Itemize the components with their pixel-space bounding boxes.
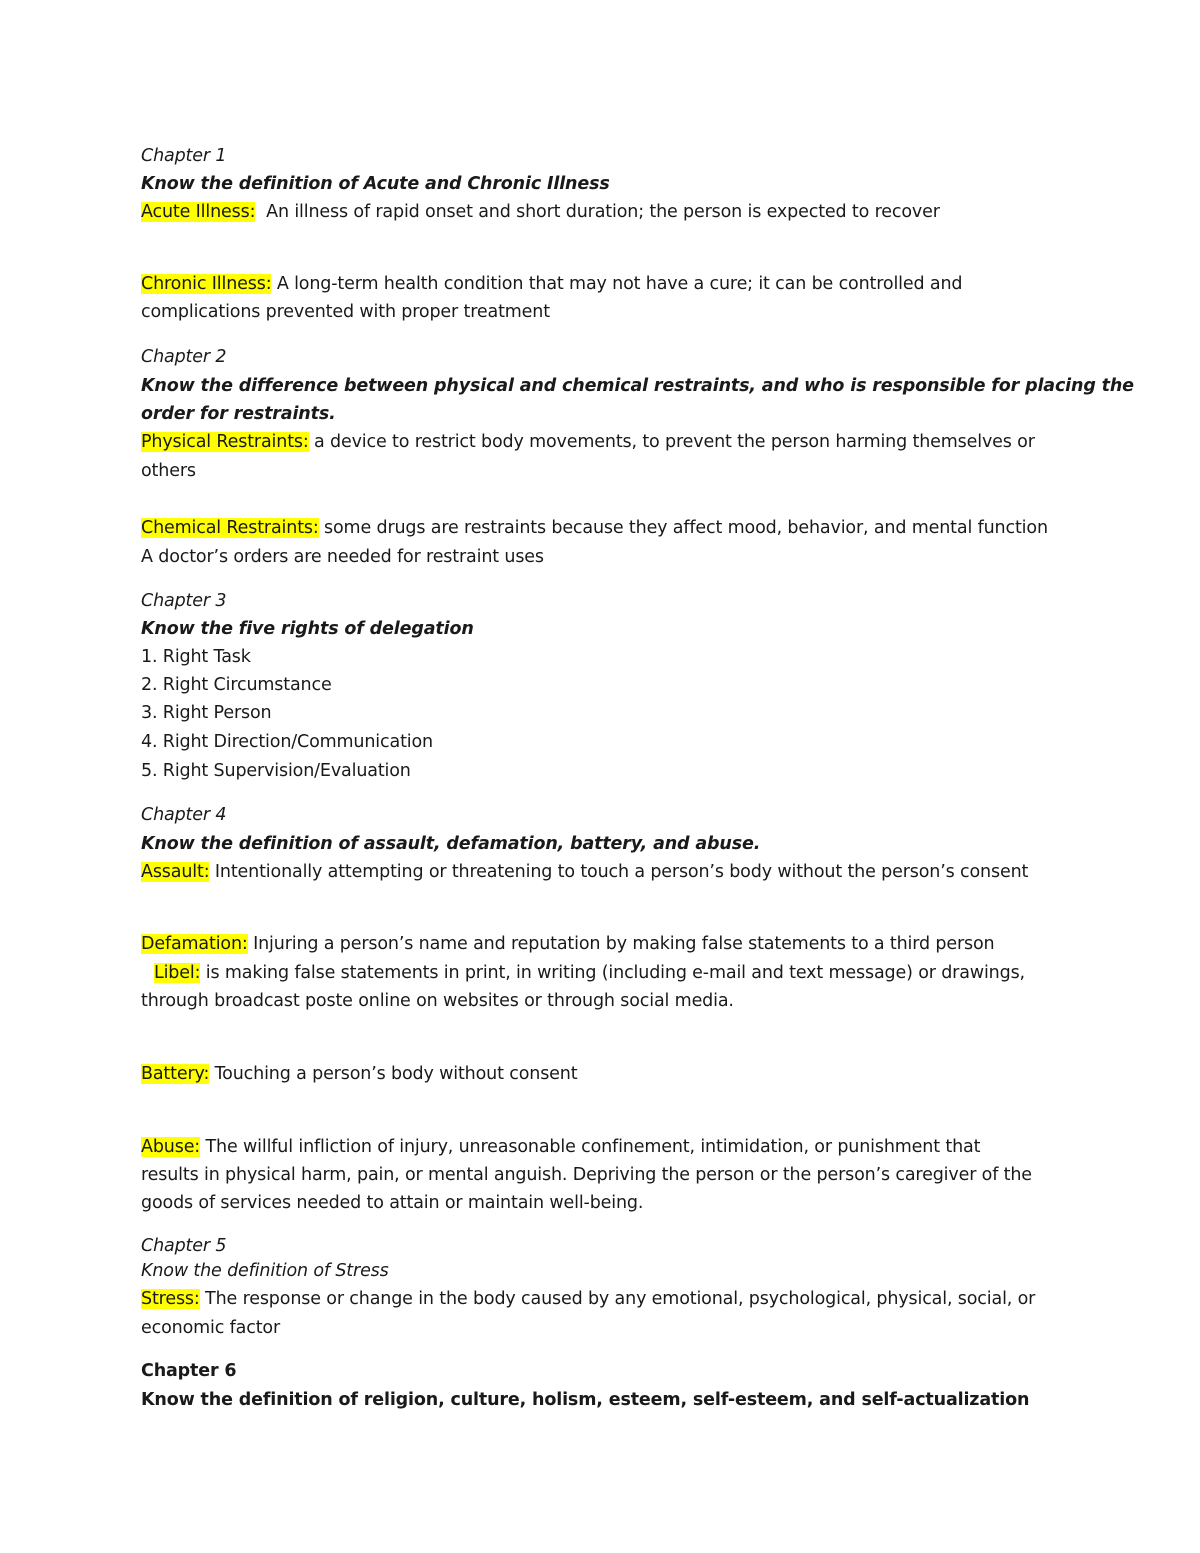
chapter-5-heading: Chapter 5 xyxy=(141,1236,227,1256)
chronic-illness-text-cont: complications prevented with proper treatment xyxy=(141,302,550,322)
chapter-6-heading: Chapter 6 xyxy=(141,1361,237,1381)
libel-text: is making false statements in print, in writing (including e-mail and text message) or drawings, xyxy=(200,963,1025,983)
battery-text: Touching a person’s body without consent xyxy=(209,1064,578,1084)
stress-term: Stress: xyxy=(141,1289,200,1309)
chapter-3-question: Know the five rights of delegation xyxy=(141,619,474,639)
stress-text: The response or change in the body caused by any emotional, psychological, physical, social, or xyxy=(199,1289,1036,1309)
chronic-illness-term: Chronic Illness: xyxy=(141,274,272,294)
stress-text-cont: economic factor xyxy=(141,1318,281,1338)
chapter-1-heading: Chapter 1 xyxy=(141,146,227,166)
chemical-restraints-term: Chemical Restraints: xyxy=(141,518,319,538)
libel-definition xyxy=(154,961,1025,985)
assault-definition xyxy=(141,860,1028,884)
chronic-illness-text: A long-term health condition that may not have a cure; it can be controlled and xyxy=(271,274,963,294)
acute-illness-text: An illness of rapid onset and short duration; the person is expected to recover xyxy=(255,202,940,222)
delegation-right-3: 3. Right Person xyxy=(141,703,272,723)
physical-restraints-term: Physical Restraints: xyxy=(141,432,309,452)
delegation-right-1: 1. Right Task xyxy=(141,647,251,667)
libel-text-cont: through broadcast poste online on websites or through social media. xyxy=(141,991,734,1011)
abuse-text-cont-2: goods of services needed to attain or maintain well-being. xyxy=(141,1193,644,1213)
defamation-text: Injuring a person’s name and reputation by making false statements to a third person xyxy=(247,934,995,954)
battery-term: Battery: xyxy=(141,1064,210,1084)
chapter-2-question: Know the difference between physical and chemical restraints, and who is responsible for placing the xyxy=(141,376,1134,396)
chapter-6-question: Know the definition of religion, culture, holism, esteem, self-esteem, and self-actualization xyxy=(141,1390,1030,1410)
delegation-right-4: 4. Right Direction/Communication xyxy=(141,732,433,752)
abuse-term: Abuse: xyxy=(141,1137,201,1157)
chemical-restraints-definition xyxy=(141,516,1048,540)
abuse-definition xyxy=(141,1135,980,1159)
delegation-right-5: 5. Right Supervision/Evaluation xyxy=(141,761,411,781)
chapter-4-question: Know the definition of assault, defamation, battery, and abuse. xyxy=(141,834,761,854)
assault-term: Assault: xyxy=(141,862,210,882)
doctor-orders-note: A doctor’s orders are needed for restraint uses xyxy=(141,547,544,567)
chemical-restraints-text: some drugs are restraints because they affect mood, behavior, and mental function xyxy=(318,518,1048,538)
chapter-5-question: Know the definition of Stress xyxy=(141,1261,389,1281)
battery-definition xyxy=(141,1062,577,1086)
delegation-right-2: 2. Right Circumstance xyxy=(141,675,332,695)
acute-illness-definition xyxy=(141,200,940,224)
physical-restraints-text: a device to restrict body movements, to prevent the person harming themselves or xyxy=(308,432,1035,452)
chapter-1-question: Know the definition of Acute and Chronic Illness xyxy=(141,174,610,194)
chapter-4-heading: Chapter 4 xyxy=(141,805,227,825)
assault-text: Intentionally attempting or threatening to touch a person’s body without the person’s consent xyxy=(209,862,1029,882)
defamation-definition xyxy=(141,932,994,956)
physical-restraints-text-cont: others xyxy=(141,461,196,481)
chronic-illness-definition xyxy=(141,272,962,296)
physical-restraints-definition xyxy=(141,430,1035,454)
abuse-text-cont-1: results in physical harm, pain, or mental anguish. Depriving the person or the person’s caregiver of the xyxy=(141,1165,1032,1185)
abuse-text: The willful infliction of injury, unreasonable confinement, intimidation, or punishment that xyxy=(200,1137,981,1157)
acute-illness-term: Acute Illness: xyxy=(141,202,256,222)
chapter-2-heading: Chapter 2 xyxy=(141,347,227,367)
chapter-3-heading: Chapter 3 xyxy=(141,591,227,611)
libel-term: Libel: xyxy=(154,963,201,983)
stress-definition xyxy=(141,1287,1035,1311)
chapter-2-question-cont: order for restraints. xyxy=(141,404,336,424)
defamation-term: Defamation: xyxy=(141,934,248,954)
